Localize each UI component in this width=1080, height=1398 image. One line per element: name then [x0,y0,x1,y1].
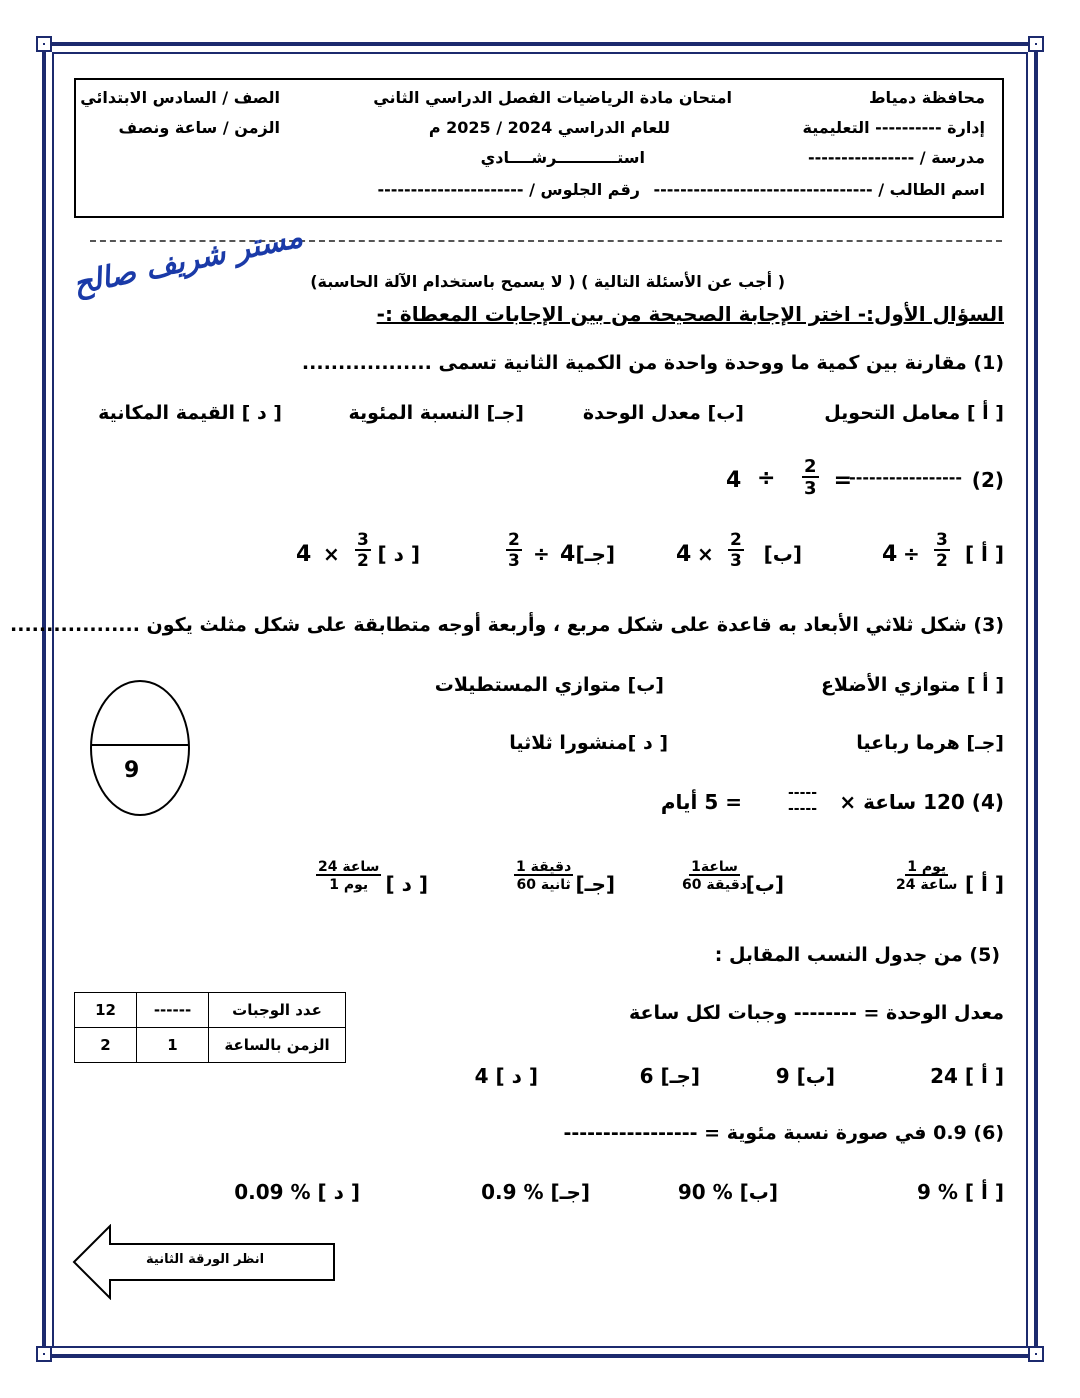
q3-option-c[interactable]: [جـ] هرما رباعيا [856,732,1004,754]
score-oval [90,680,190,816]
q2-dividend: 4 [726,468,742,493]
divide-symbol: ÷ [903,542,920,566]
numerator: 1ساعة [691,859,738,875]
numerator: 3 [357,530,369,550]
student-name-field: اسم الطالب / --------------------------------- [653,180,985,199]
guide-label: استـــــــــــرشــــادي [480,148,645,167]
numerator: 2 [508,530,520,550]
q6-option-a[interactable]: [ أ ] % 9 [917,1180,1004,1204]
table-cell: 2 [75,1028,137,1063]
denominator: 2 [357,551,369,571]
table-cell: ------ [137,993,209,1028]
q2-c-fraction [506,532,522,570]
table-row [75,1028,346,1063]
denominator: 3 [508,551,520,571]
score-mark: 9 [124,758,140,783]
q6-option-c[interactable]: [جـ] % 0.9 [481,1180,590,1204]
numerator: ----- [788,785,818,801]
exam-title: امتحان مادة الرياضيات الفصل الدراسي الثاني [373,88,732,107]
school-field: مدرسة / ---------------- [807,148,985,167]
q5-option-d[interactable]: [ د ] 4 [474,1064,538,1088]
table-cell: 12 [75,993,137,1028]
q2-a-fraction [934,532,950,570]
denominator: 60 دقيقة [682,877,747,893]
q4-label: (4) 120 ساعة × [839,790,1004,814]
q4-c-fraction [514,860,573,892]
seat-number-field: رقم الجلوس / ---------------------- [377,180,640,199]
number: 4 [296,542,312,567]
table-cell: الزمن بالساعة [209,1028,346,1063]
denominator: 24 ساعة [896,877,958,893]
q3-option-d[interactable]: [ د ]منشورا ثلاثيا [509,732,668,754]
number: 4 [882,542,898,567]
q3-option-b[interactable]: [ب] متوازي المستطيلات [434,674,664,696]
q5-option-a[interactable]: [ أ ] 24 [930,1064,1004,1088]
q2-blank: ----------------- [849,468,962,487]
denominator: 3 [730,551,742,571]
q2-b-fraction [728,532,744,570]
q5-unit-rate: معدل الوحدة = -------- وجبات لكل ساعة [628,1002,1004,1024]
q6-option-d[interactable]: [ د ] % 0.09 [234,1180,360,1204]
divide-symbol: ÷ [533,542,550,566]
denominator: 3 [804,478,817,499]
q5-option-c[interactable]: [جـ] 6 [639,1064,700,1088]
question-6-text: (6) 0.9 في صورة نسبة مئوية = ----------------- [563,1122,1004,1144]
ratio-table [74,992,346,1063]
q1-title: السؤال الأول:- اختر الإجابة الصحيحة من بين الإجابات المعطاة :- [376,302,1004,326]
q4-option-a[interactable]: [ أ ] [964,872,1004,896]
q2-d-fraction [355,532,371,570]
q2-equals: = [833,468,852,493]
denominator: 60 ثانية [516,877,571,893]
q4-option-b[interactable]: [ب] [745,872,784,896]
corner-ornament [1028,36,1044,52]
corner-ornament [36,1346,52,1362]
q6-option-b[interactable]: [ب] % 90 [677,1180,778,1204]
times-symbol: × [697,542,714,566]
q4-d-fraction [316,860,381,892]
table-row [75,993,346,1028]
q1-option-c[interactable]: [جـ] النسبة المئوية [348,402,524,424]
q2-option-d[interactable]: [ د ] [377,542,420,566]
q2-option-b[interactable]: [ب] [763,542,802,566]
q5-option-b[interactable]: [ب] 9 [775,1064,835,1088]
administration: إدارة ---------- التعليمية [802,118,985,137]
q4-option-c[interactable]: [جـ] [575,872,615,896]
question-5-text: (5) من جدول النسب المقابل : [714,944,1000,966]
q1-option-a[interactable]: [ أ ] معامل التحويل [824,402,1004,424]
number: 4 [560,542,576,567]
teacher-signature: مستر شريف صالح [70,219,306,303]
corner-ornament [1028,1346,1044,1362]
numerator: 1 يوم [907,859,947,875]
table-cell: 1 [137,1028,209,1063]
denominator: 2 [936,551,948,571]
numerator: 1 دقيقة [516,859,572,875]
question-1-text: (1) مقارنة بين كمية ما ووحدة واحدة من الكمية الثانية تسمى .................. [301,352,1004,374]
q2-label: (2) [971,468,1004,492]
corner-ornament [36,36,52,52]
denominator: ----- [788,801,818,817]
score-divider [92,744,188,746]
q2-option-c[interactable]: [جـ] [575,542,615,566]
question-3-text: (3) شكل ثلاثي الأبعاد به قاعدة على شكل مربع ، وأربعة أوجه متطابقة على شكل مثلث يكون .................. [10,614,1004,636]
q1-option-b[interactable]: [ب] معدل الوحدة [582,402,744,424]
q3-option-a[interactable]: [ أ ] متوازي الأضلاع [820,674,1004,696]
q4-b-fraction [682,860,747,892]
q4-blank-fraction [786,786,819,816]
q1-option-d[interactable]: [ د ] القيمة المكانية [98,402,282,424]
times-symbol: × [323,542,340,566]
denominator: 1 يوم [329,877,369,893]
q4-option-d[interactable]: [ د ] [385,872,428,896]
numerator: 24 ساعة [318,859,380,875]
governorate: محافظة دمياط [868,88,985,107]
numerator: 3 [936,530,948,550]
instructions: ( أجب عن الأسئلة التالية ) ( لا يسمح باستخدام الآلة الحاسبة) [310,272,785,291]
number: 4 [676,542,692,567]
q2-fraction [802,458,819,498]
numerator: 2 [804,456,817,477]
academic-year: للعام الدراسي 2024 / 2025 م [428,118,670,137]
table-cell: عدد الوجبات [209,993,346,1028]
q2-option-a[interactable]: [ أ ] [964,542,1004,566]
q4-rhs: = 5 أيام [660,790,742,814]
time-label: الزمن / ساعة ونصف [118,118,280,137]
divide-symbol: ÷ [757,466,776,491]
grade-label: الصف / السادس الابتدائي [80,88,280,107]
q4-a-fraction [896,860,957,892]
next-page-note: انظر الورقة الثانية [146,1252,265,1267]
numerator: 2 [730,530,742,550]
